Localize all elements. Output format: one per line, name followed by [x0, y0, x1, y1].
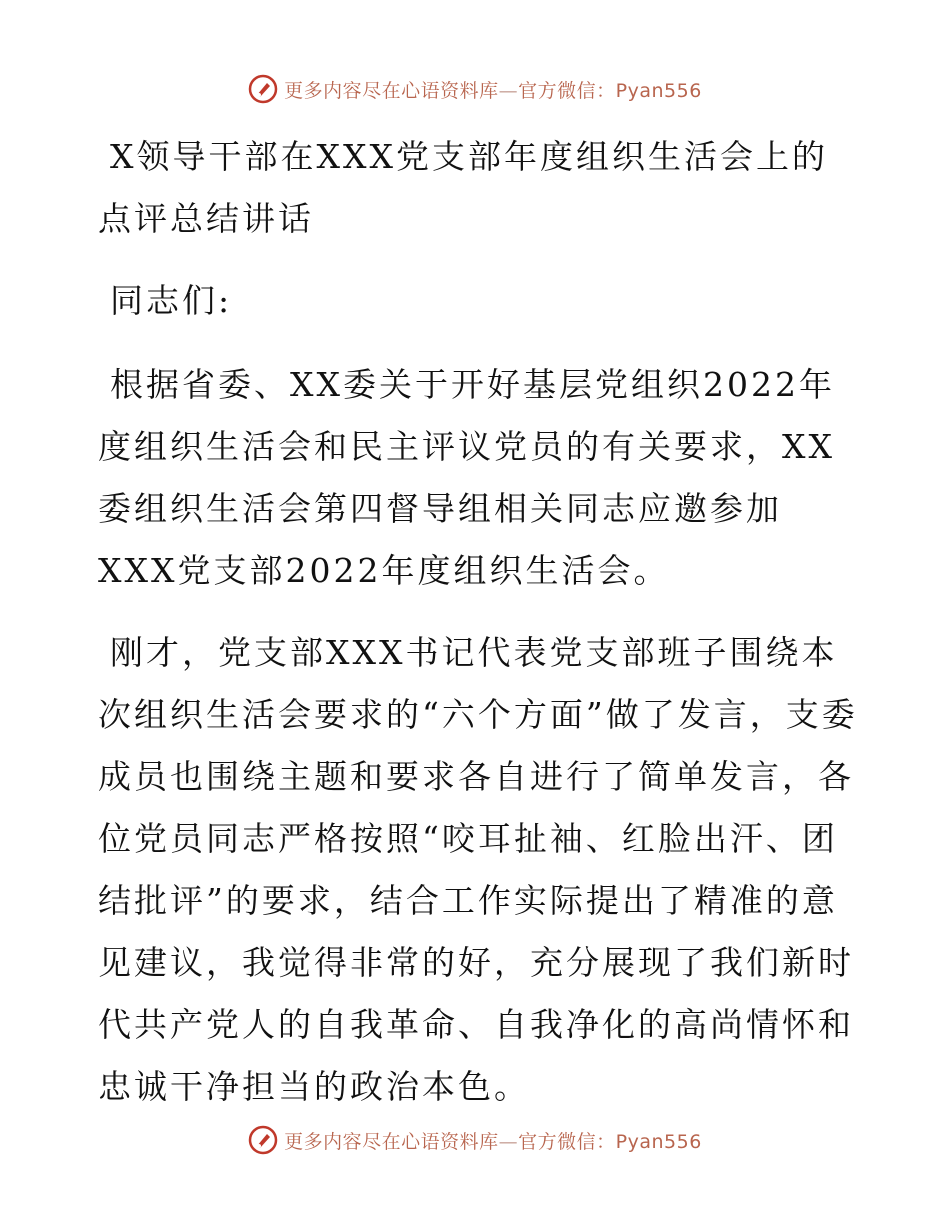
greeting: 同志们: [110, 281, 233, 320]
pen-logo-icon [248, 74, 278, 104]
document-body [98, 126, 858, 1118]
footer-watermark [0, 1123, 950, 1157]
watermark-text: 更多内容尽在心语资料库—官方微信：Pyan556 [284, 1130, 702, 1153]
document-title: X领导干部在XXX党支部年度组织生活会上的点评总结讲话 [98, 137, 828, 238]
paragraph-2: 刚才，党支部XXX书记代表党支部班子围绕本次组织生活会要求的“六个方面”做了发言，支委成员也围绕主题和要求各自进行了简单发言，各位党员同志严格按照“咬耳扯袖、红脸出汗、团结批评”的要求，结合工作实际提出了精准的意见建议，我觉得非常的好，充分展现了我们新时代共产党人的自我革命、自我净化的高尚情怀和忠诚干净担当的政治本色。 [98, 633, 858, 1106]
paragraph-1: 根据省委、XX委关于开好基层党组织2022年度组织生活会和民主评议党员的有关要求，XX委组织生活会第四督导组相关同志应邀参加XXX党支部2022年度组织生活会。 [98, 365, 835, 590]
watermark-text: 更多内容尽在心语资料库—官方微信：Pyan556 [284, 79, 702, 102]
header-watermark [0, 72, 950, 106]
pen-logo-icon [248, 1125, 278, 1155]
